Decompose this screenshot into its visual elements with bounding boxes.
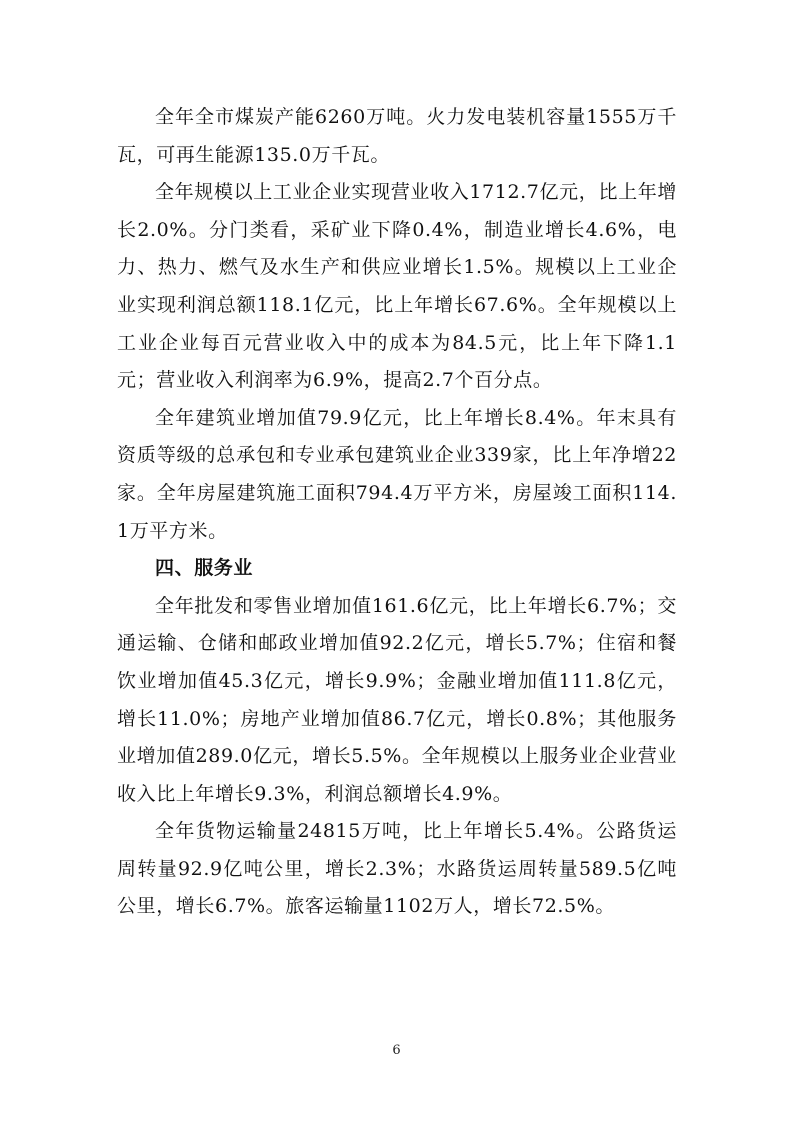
section-heading-services: 四、服务业 <box>155 557 254 580</box>
paragraph-service-value-added: 全年批发和零售业增加值161.6亿元，比上年增长6.7%；交通运输、仓储和邮政业增加值92.2亿元，增长5.7%；住宿和餐饮业增加值45.3亿元，增长9.9%；金融业增加值111.8亿元，增长11.0%；房地产业增加值86.7亿元，增长0.8%；其他服务业增加值289.0亿元，增长5.5%。全年规模以上服务业企业营业收入比上年增长9.3%，利润总额增长4.9%。 <box>117 594 677 805</box>
page-number: 6 <box>392 1043 401 1058</box>
paragraph-industrial-revenue: 全年规模以上工业企业实现营业收入1712.7亿元，比上年增长2.0%。分门类看，采矿业下降0.4%，制造业增长4.6%，电力、热力、燃气及水生产和供应业增长1.5%。规模以上工业企业实现利润总额118.1亿元，比上年增长67.6%。全年规模以上工业企业每百元营业收入中的成本为84.5元，比上年下降1.1元；营业收入利润率为6.9%，提高2.7个百分点。 <box>117 181 677 392</box>
page-body <box>117 99 677 926</box>
paragraph-energy-capacity: 全年全市煤炭产能6260万吨。火力发电装机容量1555万千瓦，可再生能源135.0万千瓦。 <box>117 106 677 166</box>
paragraph-construction: 全年建筑业增加值79.9亿元，比上年增长8.4%。年末具有资质等级的总承包和专业承包建筑业企业339家，比上年净增22家。全年房屋建筑施工面积794.4万平方米，房屋竣工面积114.1万平方米。 <box>117 406 677 542</box>
paragraph-transport: 全年货物运输量24815万吨，比上年增长5.4%。公路货运周转量92.9亿吨公里，增长2.3%；水路货运周转量589.5亿吨公里，增长6.7%。旅客运输量1102万人，增长72.5%。 <box>117 820 677 918</box>
